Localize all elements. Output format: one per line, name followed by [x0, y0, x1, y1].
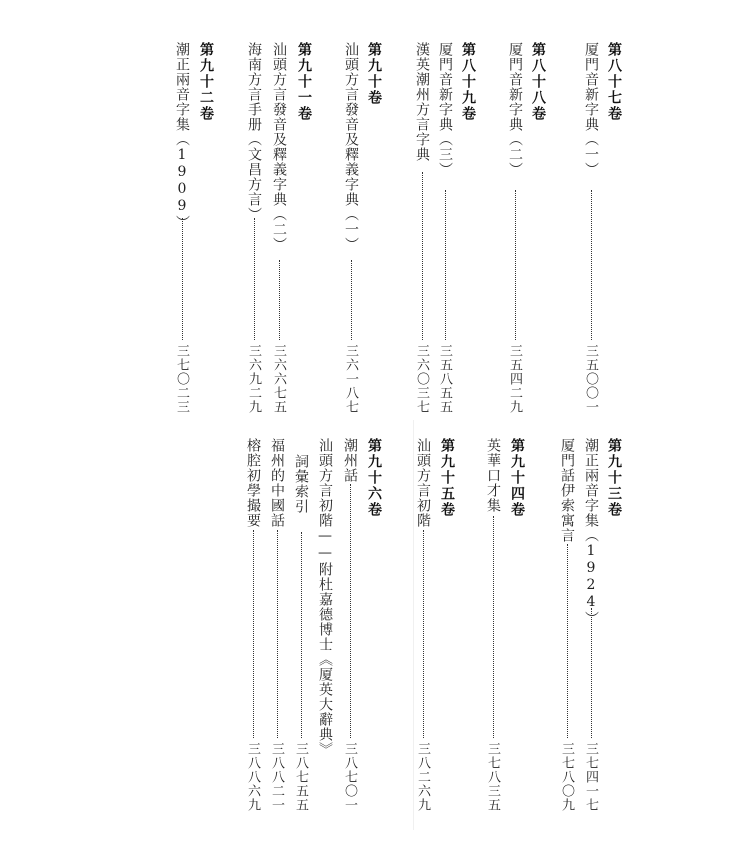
toc-entry-page: 三六九二九: [246, 344, 261, 414]
dot-leader: [591, 608, 592, 738]
toc-entry-title[interactable]: 潮州話: [342, 438, 358, 483]
toc-entry-title[interactable]: 汕頭方言初階: [415, 438, 431, 528]
dot-leader: [351, 260, 352, 340]
volume-88-heading: 第八十八卷: [530, 42, 546, 122]
toc-entry-title[interactable]: 汕頭方言發音及釋義字典（一）: [343, 42, 359, 252]
toc-entry-title[interactable]: 海南方言手册（文昌方言）: [246, 42, 262, 222]
volume-96-heading: 第九十六卷: [366, 438, 382, 518]
volume-92-heading: 第九十二卷: [198, 42, 214, 122]
volume-93-heading: 第九十三卷: [606, 438, 622, 518]
page-gutter-line: [413, 420, 414, 830]
dot-leader: [253, 530, 254, 738]
toc-entry-page: 三七八三五: [485, 742, 500, 812]
toc-entry-title[interactable]: 福州的中國話: [269, 438, 285, 528]
toc-entry-page: 三六六七五: [271, 344, 286, 414]
dot-leader: [515, 190, 516, 340]
toc-entry-page: 三五四二九: [507, 344, 522, 414]
toc-entry-title[interactable]: 厦門音新字典（二）: [507, 42, 523, 177]
toc-entry-title[interactable]: 潮正兩音字集（1909）: [174, 42, 190, 230]
dot-leader: [350, 484, 351, 738]
dot-leader: [254, 218, 255, 340]
toc-entry-page: 三八七〇一: [342, 742, 357, 812]
toc-entry-title[interactable]: 汕頭方言發音及釋義字典（二）: [271, 42, 287, 252]
toc-entry-page: 三七〇二三: [174, 344, 189, 414]
toc-entry-page: 三六〇三七: [414, 344, 429, 414]
toc-entry-page: 三五〇〇一: [583, 344, 598, 414]
volume-89-heading: 第八十九卷: [460, 42, 476, 122]
toc-entry-title-continued: 詞彙索引: [293, 454, 309, 514]
toc-entry-title[interactable]: 潮正兩音字集（1924）: [583, 438, 599, 626]
toc-entry-title[interactable]: 英華口才集: [485, 438, 501, 513]
dot-leader: [279, 260, 280, 340]
toc-entry-title[interactable]: 榕腔初學撮要: [245, 438, 261, 528]
dot-leader: [493, 516, 494, 738]
dot-leader: [567, 544, 568, 738]
dot-leader: [301, 532, 302, 738]
volume-94-heading: 第九十四卷: [509, 438, 525, 518]
volume-95-heading: 第九十五卷: [439, 438, 455, 518]
toc-entry-page: 三七八〇九: [559, 742, 574, 812]
dot-leader: [445, 190, 446, 340]
toc-entry-page: 三八八六九: [245, 742, 260, 812]
dot-leader: [422, 172, 423, 340]
dot-leader: [591, 190, 592, 340]
volume-91-heading: 第九十一卷: [296, 42, 312, 122]
dot-leader: [423, 530, 424, 738]
toc-entry-page: 三六一八七: [343, 344, 358, 414]
dot-leader: [182, 218, 183, 340]
toc-entry-title[interactable]: 漢英潮州方言字典: [414, 42, 430, 162]
toc-entry-title[interactable]: 厦門話伊索寓言: [559, 438, 575, 543]
toc-entry-title[interactable]: 汕頭方言初階——附杜嘉德博士《厦英大辭典》: [317, 438, 333, 757]
toc-entry-page: 三八七五五: [293, 742, 308, 812]
toc-entry-title[interactable]: 厦門音新字典（一）: [583, 42, 599, 177]
toc-entry-page: 三八八二一: [269, 742, 284, 812]
toc-entry-page: 三五八五五: [437, 344, 452, 414]
volume-90-heading: 第九十卷: [366, 42, 382, 106]
toc-entry-page: 三八二六九: [415, 742, 430, 812]
toc-entry-page: 三七四一七: [583, 742, 598, 812]
volume-87-heading: 第八十七卷: [606, 42, 622, 122]
dot-leader: [277, 530, 278, 738]
toc-entry-title[interactable]: 厦門音新字典（三）: [437, 42, 453, 177]
